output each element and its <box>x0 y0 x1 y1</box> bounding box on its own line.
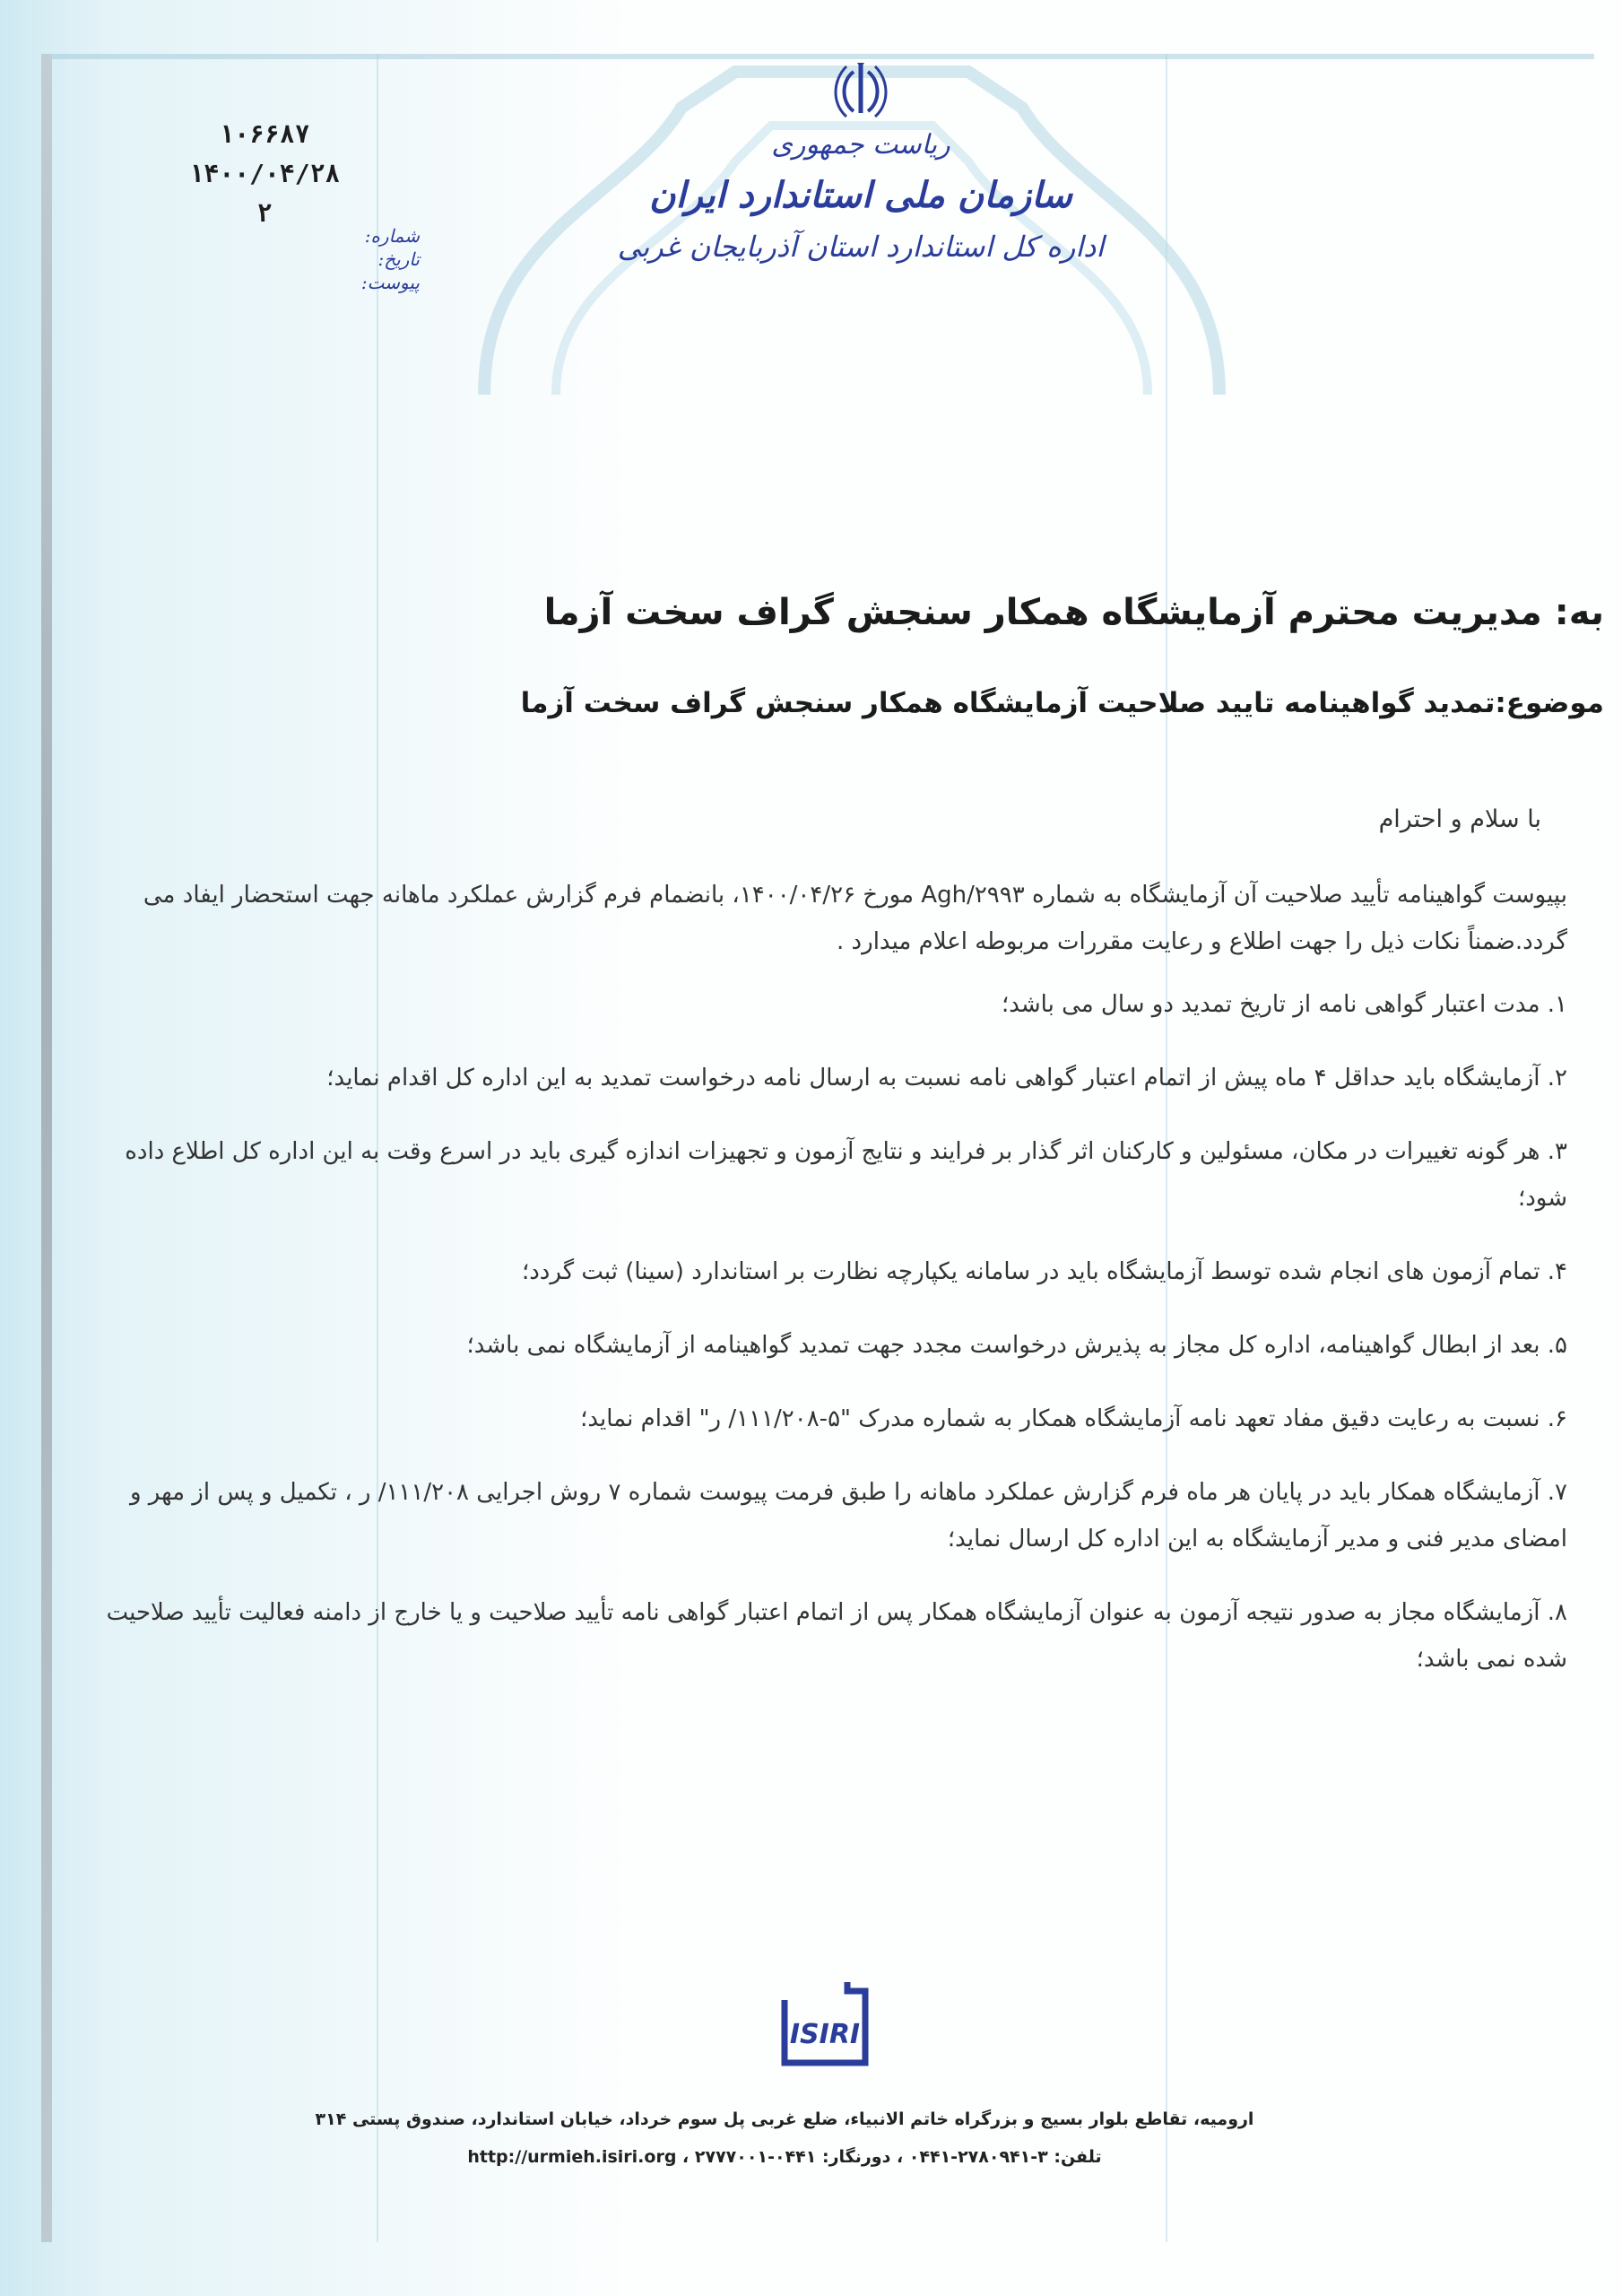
header-organization: سازمان ملی استاندارد ایران <box>649 174 1072 216</box>
list-item: ۵. بعد از ابطال گواهینامه، اداره کل مجاز به پذیرش درخواست مجدد جهت تمدید گواهینامه از آزمایشگاه نمی باشد؛ <box>466 1332 1567 1359</box>
list-item: ۱. مدت اعتبار گواهی نامه از تاریخ تمدید دو سال می باشد؛ <box>1001 991 1567 1018</box>
letter-body <box>79 872 1567 1709</box>
list-item: ۲. آزمایشگاه باید حداقل ۴ ماه پیش از اتمام اعتبار گواهی نامه نسبت به ارسال نامه درخواست تمدید به این اداره کل اقدام نماید؛ <box>326 1065 1567 1091</box>
number-label: شماره: <box>364 225 420 247</box>
letter-meta-labels <box>339 224 420 294</box>
list-item: ۳. هر گونه تغییرات در مکان، مسئولین و کارکنان اثر گذار بر فرایند و نتایج آزمون و تجهیزات اندازه گیری باید در اسرع وقت به این اداره کل اطلاع داده شود؛ <box>125 1138 1567 1212</box>
footer-phone-website: تلفن: ۳-۲۷۸۰۹۴۱-۰۴۴۱ ، دورنگار: ۰۴۴۱-۲۷۷۷۰۰۱ ، http://urmieh.isiri.org <box>467 2147 1102 2167</box>
list-item: ۷. آزمایشگاه همکار باید در پایان هر ماه فرم گزارش عملکرد ماهانه را طبق فرمت پیوست شماره ۷ روش اجرایی ۱۱۱/۲۰۸/ ر ، تکمیل و پس از مهر و امضای مدیر فنی و مدیر آزمایشگاه به این اداره کل ارسال نماید؛ <box>129 1479 1567 1552</box>
header-presidency: ریاست جمهوری <box>771 129 950 161</box>
header-department: اداره کل استاندارد استان آذربایجان غربی <box>617 230 1105 264</box>
list-item: ۶. نسبت به رعایت دقیق مفاد تعهد نامه آزمایشگاه همکار به شماره مدرک "۵-۱۱۱/۲۰۸/ ر" اقدام نماید؛ <box>580 1405 1567 1432</box>
letter-meta-values <box>157 115 372 233</box>
greeting: با سلام و احترام <box>1378 805 1541 833</box>
date-label: تاریخ: <box>377 248 420 270</box>
isiri-logo-text: ISIRI <box>789 2019 861 2050</box>
letterhead <box>574 59 1148 292</box>
iran-emblem-icon <box>834 59 888 120</box>
scan-edge-bar <box>41 54 52 2242</box>
letter-date: ۱۴۰۰/۰۴/۲۸ <box>188 159 341 188</box>
recipient-line: به: مدیریت محترم آزمایشگاه همکار سنجش گراف سخت آزما <box>543 592 1604 633</box>
subject-line: موضوع:تمدید گواهینامه تایید صلاحیت آزمایشگاه همکار سنجش گراف سخت آزما <box>520 687 1604 719</box>
isiri-logo-icon <box>776 1973 874 2072</box>
footer-address: ارومیه، تقاطع بلوار بسیج و بزرگراه خاتم الانبیاء، ضلع غربی پل سوم خرداد، خیابان استاندارد، صندوق پستی ۳۱۴ <box>315 2109 1254 2129</box>
footer-contact <box>269 2100 1300 2176</box>
attachment-label: پیوست: <box>360 272 420 293</box>
list-item: ۸. آزمایشگاه مجاز به صدور نتیجه آزمون به عنوان آزمایشگاه همکار پس از اتمام اعتبار گواهی نامه تأیید صلاحیت و یا خارج از دامنه فعالیت تأیید صلاحیت شده نمی باشد؛ <box>106 1599 1567 1673</box>
intro-paragraph: بپیوست گواهینامه تأیید صلاحیت آن آزمایشگاه به شماره Agh/۲۹۹۳ مورخ ۱۴۰۰/۰۴/۲۶، بانضمام فرم گزارش عملکرد ماهانه جهت استحضار ایفاد می گردد.ضمناً نکات ذیل را جهت اطلاع و رعایت مقررات مربوطه اعلام میدارد . <box>143 882 1567 955</box>
list-item: ۴. تمام آزمون های انجام شده توسط آزمایشگاه باید در سامانه یکپارچه نظارت بر استاندارد (سینا) ثبت گردد؛ <box>521 1258 1567 1285</box>
letter-number: ۱۰۶۶۸۷ <box>219 119 310 149</box>
letter-attachment-count: ۲ <box>256 198 273 228</box>
